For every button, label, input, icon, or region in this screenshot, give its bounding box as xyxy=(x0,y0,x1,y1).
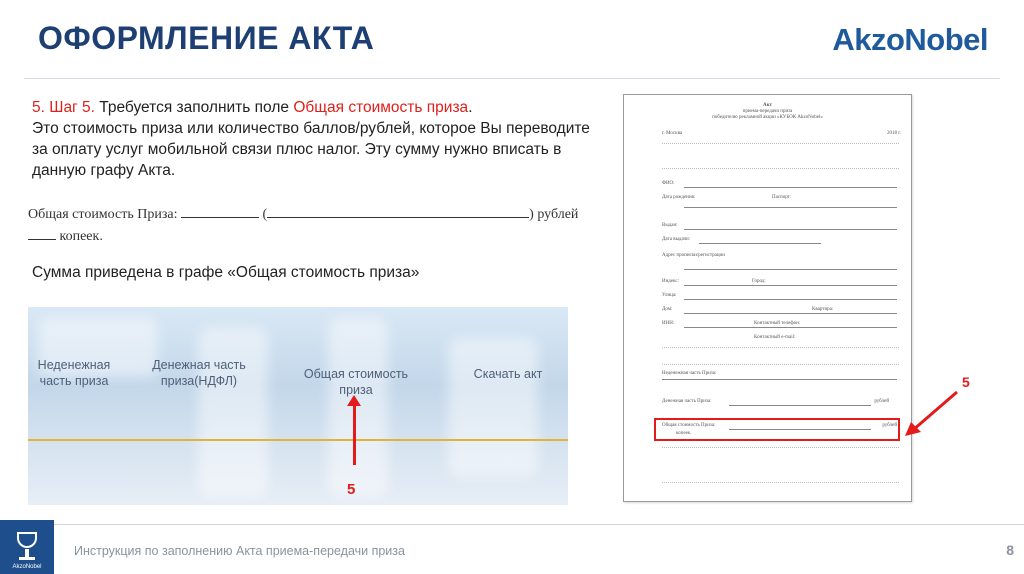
doc-intro-paragraph xyxy=(662,143,899,169)
doc-field-inn: ИНН: Контактный телефон: xyxy=(662,321,801,326)
portal-col-total: Общая стоимость приза xyxy=(303,367,409,397)
doc-total-highlight xyxy=(654,418,900,441)
page-title: ОФОРМЛЕНИЕ АКТА xyxy=(38,20,375,56)
cup-logo-icon xyxy=(0,520,54,574)
doc-line-nonmonetary: Неденежная часть Приза: xyxy=(662,371,717,376)
step-text: Требуется заполнить поле xyxy=(94,99,294,116)
form-excerpt: Общая стоимость Приза: ( ) рублей копеек. xyxy=(28,207,579,244)
step-end: . xyxy=(468,99,473,116)
doc-field-issued: Выдан: xyxy=(662,223,678,228)
page-number: 8 xyxy=(1006,542,1014,558)
doc-line-monetary: Денежная часть Приза: рублей xyxy=(662,399,889,404)
form-excerpt-blank-words xyxy=(267,205,529,218)
form-excerpt-label: Общая стоимость Приза: xyxy=(28,207,178,222)
portal-divider xyxy=(28,439,568,441)
doc-subtitle-2: победителю рекламной акции «КУБОК AkzoNobel» xyxy=(712,115,823,120)
footer-divider xyxy=(0,524,1024,525)
form-excerpt-blank-amount xyxy=(181,205,259,218)
logo-text: AkzoNobel xyxy=(12,564,42,570)
header-divider xyxy=(24,78,1000,79)
form-excerpt-rubles: рублей xyxy=(537,207,579,222)
step-field-name: Общая стоимость приза xyxy=(293,99,469,116)
brand-logo: AkzoNobel xyxy=(832,22,988,57)
doc-city-row: г. Москва 2018 г. xyxy=(662,131,901,136)
doc-field-dob: Дата рождения: Паспорт: xyxy=(662,195,792,200)
step-prefix: 5. Шаг 5. xyxy=(32,99,95,116)
doc-subtitle-1: приема-передачи приза xyxy=(742,109,793,114)
arrow-left-icon xyxy=(903,388,961,438)
doc-parties-paragraph xyxy=(662,347,899,365)
sum-note: Сумма приведена в графе «Общая стоимость приза» xyxy=(32,264,420,281)
doc-field-address: Адрес прописки/регистрации xyxy=(662,253,725,258)
doc-field-index: Индекс: Город: xyxy=(662,279,766,284)
doc-field-house: Дом: Квартира: xyxy=(662,307,834,312)
arrow-up-shaft xyxy=(353,403,356,465)
act-document-preview: Акт приема-передачи приза победителю рекламной акции «КУБОК AkzoNobel» г. Москва 2018 г. ФИО: Дата рождения: Паспорт: Выдан: Дата выдачи: Адрес прописки/регистрации Индекс: Город: Улица: Дом: Квартира: ИНН: Контактный телефон: Контактный e-mail: Неденежная часть Приза: Денежная часть Приза: рублей Общая стоимость Приза: рублей копеек. xyxy=(623,94,912,502)
footer-text: Инструкция по заполнению Акта приема-передачи приза xyxy=(74,544,405,558)
doc-line-total: Общая стоимость Приза: рублей xyxy=(662,423,897,428)
portal-screenshot xyxy=(28,307,568,505)
form-excerpt-blank-kopecks xyxy=(28,227,56,240)
portal-col-nonmonetary: Неденежная часть приза xyxy=(37,358,111,388)
portal-marker: 5 xyxy=(347,481,356,498)
step-instructions xyxy=(32,97,592,181)
doc-field-street: Улица: xyxy=(662,293,677,298)
portal-col-monetary: Денежная часть приза(НДФЛ) xyxy=(152,358,246,388)
form-excerpt-kopecks: копеек. xyxy=(59,229,103,244)
doc-field-fio: ФИО: xyxy=(662,181,675,186)
doc-marker: 5 xyxy=(962,374,970,390)
portal-col-download[interactable]: Скачать акт xyxy=(473,367,543,381)
doc-title: Акт xyxy=(763,103,772,108)
doc-tax-paragraph xyxy=(662,447,899,483)
doc-field-issue-date: Дата выдачи: xyxy=(662,237,691,242)
step-body: Это стоимость приза или количество баллов/рублей, которое Вы переводите за оплату услуг мобильной связи плюс налог. Эту сумму нужно вписать в данную графу Акта. xyxy=(32,120,590,179)
